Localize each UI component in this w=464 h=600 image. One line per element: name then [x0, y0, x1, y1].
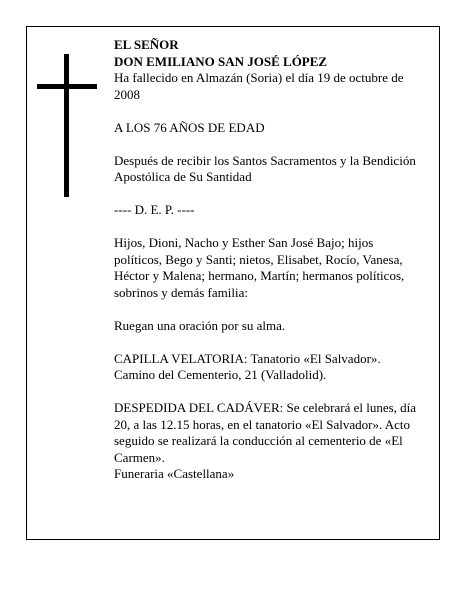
- obituary-text: [114, 37, 424, 483]
- prayer-request: Ruegan una oración por su alma.: [114, 317, 286, 333]
- farewell-info: DESPEDIDA DEL CADÁVER: Se celebrará el lunes, día 20, a las 12.15 horas, en el tanatorio «El Salvador». Acto seguido se realizará la conducción al cementerio de «El Carmen».: [114, 400, 417, 465]
- age-line: A LOS 76 AÑOS DE EDAD: [114, 119, 265, 135]
- family-list: Hijos, Dioni, Nacho y Esther San José Bajo; hijos políticos, Bego y Santi; nietos, Elisabet, Rocío, Vanesa, Héctor y Malena; hermano, Martín; hermanos políticos, sobrinos y demás familia:: [114, 235, 405, 300]
- cross-horizontal-bar: [37, 84, 97, 89]
- chapel-line-2: Camino del Cementerio, 21 (Valladolid).: [114, 367, 327, 382]
- funeral-home: Funeraria «Castellana»: [114, 466, 235, 481]
- sacraments-line: Después de recibir los Santos Sacramentos y la Bendición Apostólica de Su Santidad: [114, 152, 416, 184]
- deceased-name: DON EMILIANO SAN JOSÉ LÓPEZ: [114, 53, 328, 69]
- death-info: Ha fallecido en Almazán (Soria) el día 19 de octubre de 2008: [114, 70, 404, 102]
- rip-line: ---- D. E. P. ----: [114, 202, 195, 217]
- chapel-line-1: CAPILLA VELATORIA: Tanatorio «El Salvador».: [114, 350, 381, 366]
- title-line-1: EL SEÑOR: [114, 37, 179, 52]
- cross-vertical-bar: [64, 54, 69, 197]
